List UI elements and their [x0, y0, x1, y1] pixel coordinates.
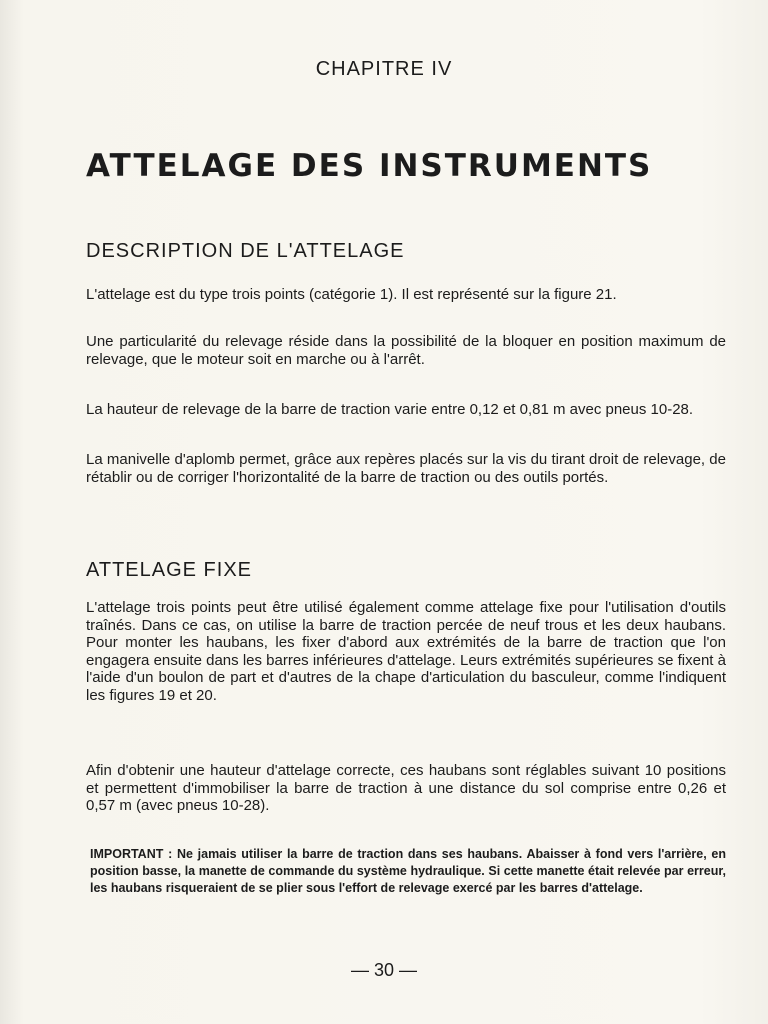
chapter-label: CHAPITRE IV — [315, 58, 453, 80]
paragraph: Une particularité du relevage réside dans la possibilité de la bloquer en position maximum de relevage, que le moteur soit en marche ou à l'arrêt. — [86, 333, 726, 368]
paragraph: Afin d'obtenir une hauteur d'attelage correcte, ces haubans sont réglables suivant 10 positions et permettent d'immobiliser la barre de traction à une distance du sol comprise entre 0,26 et 0,57 m (avec pneus 10-28). — [86, 762, 726, 814]
important-note: IMPORTANT : Ne jamais utiliser la barre de traction dans ses haubans. Abaisser à fond vers l'arrière, en position basse, la manette de commande du système hydraulique. Si cette manette était relevée par erreur, les haubans risqueraient de se plier sous l'effort de relevage exercé par les barres d'attelage. — [90, 847, 726, 895]
page-number: — 30 — — [350, 960, 418, 980]
paragraph: L'attelage trois points peut être utilisé également comme attelage fixe pour l'utilisation d'outils traînés. Dans ce cas, on utilise la barre de traction percée de neuf trous et les deux haubans. Pour monter les haubans, les fixer d'abord aux extrémités de la barre de traction que l'on engagera ensuite dans les barres inférieures d'attelage. Leurs extrémités supérieures se fixent à l'aide d'un boulon de part et d'autres de la chape d'articulation du basculeur, comme l'indiquent les figures 19 et 20. — [86, 599, 726, 704]
paragraph: La hauteur de relevage de la barre de traction varie entre 0,12 et 0,81 m avec pneus 10-28. — [86, 401, 694, 418]
section-heading-description: DESCRIPTION DE L'ATTELAGE — [86, 240, 405, 262]
page-title: ATTELAGE DES INSTRUMENTS — [86, 148, 653, 184]
paragraph: L'attelage est du type trois points (catégorie 1). Il est représenté sur la figure 21. — [86, 286, 617, 303]
paragraph: La manivelle d'aplomb permet, grâce aux repères placés sur la vis du tirant droit de relevage, de rétablir ou de corriger l'horizontalité de la barre de traction ou des outils portés. — [86, 451, 726, 486]
section-heading-attelage-fixe: ATTELAGE FIXE — [86, 559, 252, 581]
